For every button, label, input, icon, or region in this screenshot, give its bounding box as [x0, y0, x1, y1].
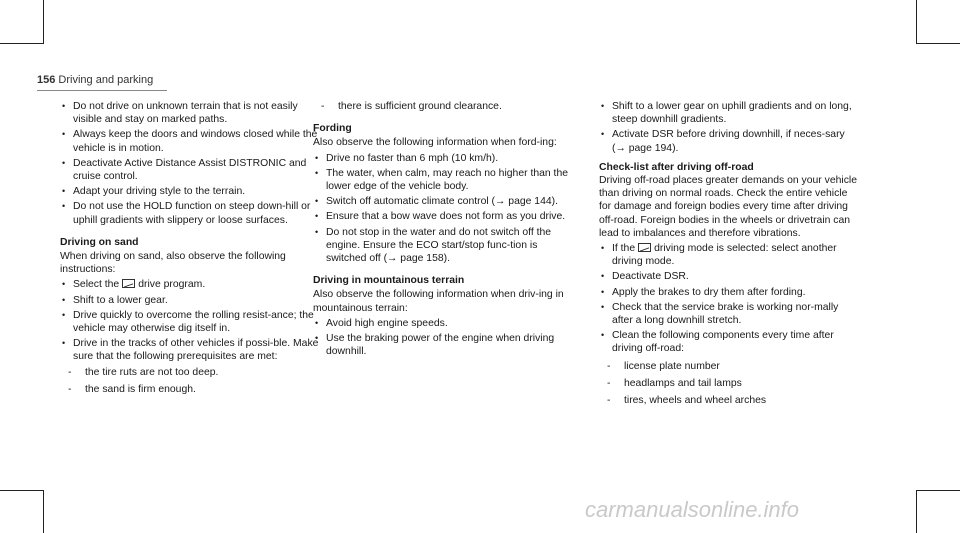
list-item: • Activate DSR before driving downhill, if neces-sary (→ page 194). — [599, 128, 861, 154]
page-number: 156 — [37, 74, 56, 86]
column-left — [60, 100, 322, 400]
column-middle — [313, 100, 575, 360]
list-item: • Apply the brakes to dry them after fording. — [599, 286, 861, 299]
dash-item: - there is sufficient ground clearance. — [313, 100, 575, 113]
text: Select the — [73, 279, 120, 291]
list-item: • Use the braking power of the engine when driving downhill. — [313, 332, 575, 358]
crop-mark — [916, 0, 917, 44]
heading-mountainous-terrain: Driving in mountainous terrain — [313, 275, 465, 287]
list-item: • Drive no faster than 6 mph (10 km/h). — [313, 152, 575, 165]
header-rule — [37, 90, 167, 91]
column-right — [599, 100, 861, 411]
list-item: • Shift to a lower gear. — [60, 294, 322, 307]
crop-mark — [0, 43, 44, 44]
crop-mark — [916, 490, 917, 533]
paragraph: Driving off-road places greater demands on your vehicle than driving on normal roads. Check the entire vehicle for damage and foreign bodies every time after driving off-road. Foreign bodies in the wheels or drivetrain can lead to imbalances and therefore vibrations. — [599, 175, 857, 239]
text: If the — [612, 243, 636, 255]
crop-mark — [0, 490, 44, 491]
text: driving mode is selected: select another driving mode. — [612, 243, 837, 268]
list-item: • Deactivate Active Distance Assist DISTRONIC and cruise control. — [60, 157, 322, 183]
watermark: carmanualsonline.info — [585, 497, 800, 522]
list-item: • Shift to a lower gear on uphill gradients and on long, steep downhill gradients. — [599, 100, 861, 126]
crop-mark — [43, 490, 44, 533]
list-item: • The water, when calm, may reach no higher than the lower edge of the vehicle body. — [313, 167, 575, 193]
page-header — [37, 74, 153, 86]
dash-item: - license plate number — [599, 360, 861, 373]
list-item: • Check that the service brake is working nor-mally after a long downhill stretch. — [599, 301, 861, 327]
crop-mark — [43, 0, 44, 44]
heading-driving-on-sand: Driving on sand — [60, 236, 139, 248]
text: drive program. — [138, 279, 206, 291]
paragraph: When driving on sand, also observe the following instructions: — [60, 251, 286, 276]
list-item: • Ensure that a bow wave does not form as you drive. — [313, 210, 575, 223]
heading-check-list: Check-list after driving off-road — [599, 161, 754, 173]
list-item: • Do not stop in the water and do not switch off the engine. Ensure the ECO start/stop func-tion is switched off (→ page 158). — [313, 226, 575, 266]
dash-item: - the sand is firm enough. — [60, 383, 322, 396]
list-item: • Avoid high engine speeds. — [313, 317, 575, 330]
crop-mark — [916, 43, 960, 44]
list-item: • Drive in the tracks of other vehicles if possi-ble. Make sure that the following prerequisites are met: — [60, 337, 322, 363]
sand-drive-program-icon — [122, 279, 135, 288]
dash-item: - headlamps and tail lamps — [599, 377, 861, 390]
heading-fording: Fording — [313, 123, 352, 135]
list-item: • Do not drive on unknown terrain that is not easily visible and stay on marked paths. — [60, 100, 322, 126]
paragraph: Also observe the following information when ford-ing: — [313, 137, 557, 149]
list-item: • Deactivate DSR. — [599, 270, 861, 283]
list-item: • Drive quickly to overcome the rolling resist-ance; the vehicle may otherwise dig itself in. — [60, 309, 322, 335]
paragraph: Also observe the following information when driv-ing in mountainous terrain: — [313, 289, 564, 314]
list-item: • Switch off automatic climate control (→ page 144). — [313, 195, 575, 208]
list-item — [60, 278, 322, 291]
list-item — [599, 242, 861, 268]
section-title: Driving and parking — [58, 74, 154, 86]
dash-item: - tires, wheels and wheel arches — [599, 394, 861, 407]
crop-mark — [916, 490, 960, 491]
dash-item: - the tire ruts are not too deep. — [60, 366, 322, 379]
list-item: • Clean the following components every time after driving off-road: — [599, 329, 861, 355]
sand-drive-program-icon — [638, 243, 651, 252]
list-item: • Adapt your driving style to the terrain. — [60, 185, 322, 198]
list-item: • Do not use the HOLD function on steep down-hill or uphill gradients with slippery or loose surfaces. — [60, 200, 322, 226]
list-item: • Always keep the doors and windows closed while the vehicle is in motion. — [60, 128, 322, 154]
